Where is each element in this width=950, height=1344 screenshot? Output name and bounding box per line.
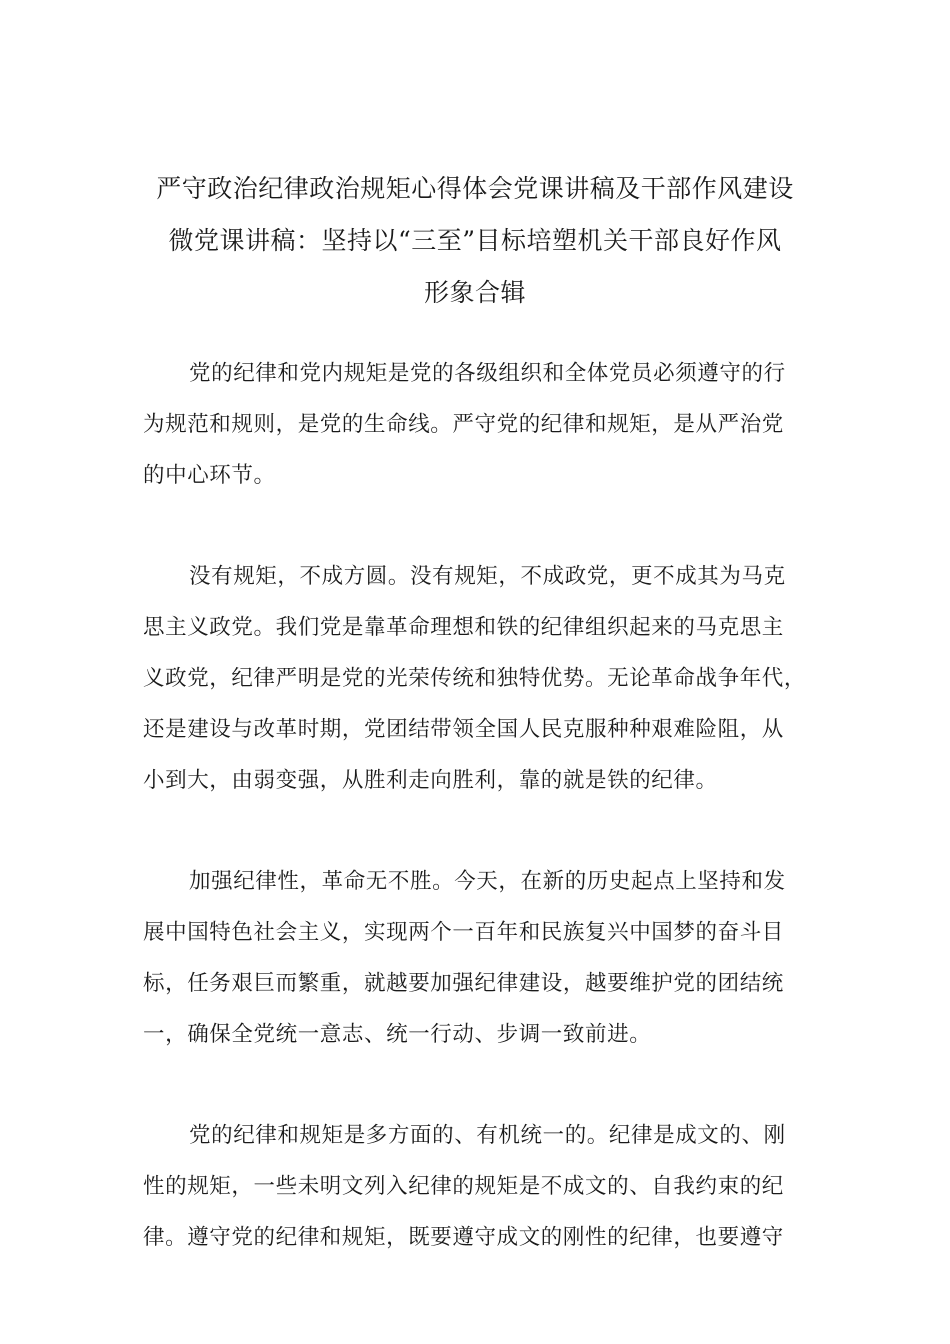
text-line: 党的纪律和党内规矩是党的各级组织和全体党员必须遵守的行	[189, 361, 786, 386]
paragraph	[143, 348, 823, 501]
text-line: 为规范和规则，是党的生命线。严守党的纪律和规矩，是从严治党	[143, 412, 784, 437]
text-line: 还是建设与改革时期，党团结带领全国人民克服种种艰难险阻，从	[143, 717, 784, 742]
text-line: 律。遵守党的纪律和规矩，既要遵守成文的刚性的纪律，也要遵守	[143, 1225, 784, 1250]
text-line: 标，任务艰巨而繁重，就越要加强纪律建设，越要维护党的团结统	[143, 971, 784, 996]
text-line: 展中国特色社会主义，实现两个一百年和民族复兴中国梦的奋斗目	[143, 920, 784, 945]
text-line: 没有规矩，不成方圆。没有规矩，不成政党，更不成其为马克	[189, 564, 786, 589]
text-line: 一，确保全党统一意志、统一行动、步调一致前进。	[143, 1022, 652, 1047]
text-line: 加强纪律性，革命无不胜。今天，在新的历史起点上坚持和发	[189, 869, 786, 894]
text-line: 性的规矩，一些未明文列入纪律的规矩是不成文的、自我约束的纪	[143, 1174, 784, 1199]
text-line: 的中心环节。	[143, 463, 276, 488]
text-line: 义政党，纪律严明是党的光荣传统和独特优势。无论革命战争年代，	[143, 666, 807, 691]
text-line: 党的纪律和规矩是多方面的、有机统一的。纪律是成文的、刚	[189, 1123, 786, 1148]
title-line: 形象合辑	[423, 278, 526, 307]
document-body	[143, 348, 823, 1313]
title-line: 严守政治纪律政治规矩心得体会党课讲稿及干部作风建设	[156, 174, 794, 203]
paragraph	[143, 551, 823, 806]
document-title	[100, 163, 850, 319]
text-line: 小到大，由弱变强，从胜利走向胜利，靠的就是铁的纪律。	[143, 768, 718, 793]
title-line: 微党课讲稿：坚持以“三至”目标培塑机关干部良好作风	[168, 226, 782, 255]
paragraph	[143, 1110, 823, 1263]
text-line: 思主义政党。我们党是靠革命理想和铁的纪律组织起来的马克思主	[143, 615, 784, 640]
paragraph	[143, 856, 823, 1060]
